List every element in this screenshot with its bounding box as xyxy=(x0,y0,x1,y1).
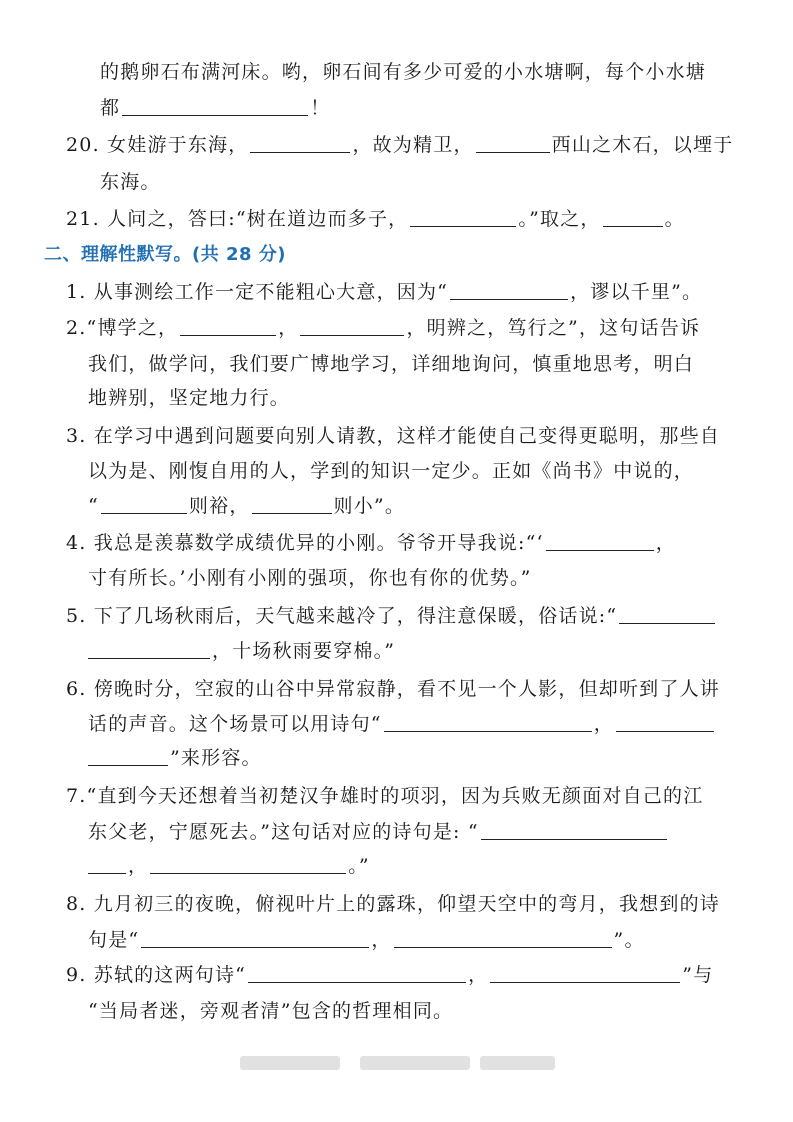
answer-blank[interactable] xyxy=(410,208,516,227)
answer-blank[interactable] xyxy=(88,747,168,766)
s5-line2: ，十场秋雨要穿棉。” xyxy=(88,639,395,663)
q21-line: 21. 人问之，答曰:“树在道边而多子， 。”取之， 。 xyxy=(66,208,685,230)
section-title: 二、理解性默写。(共 28 分) xyxy=(44,244,287,265)
answer-blank[interactable] xyxy=(490,964,680,983)
answer-blank[interactable] xyxy=(300,317,404,336)
s1-line: 1. 从事测绘工作一定不能粗心大意，因为“ ，谬以千里”。 xyxy=(66,281,703,303)
answer-blank[interactable] xyxy=(546,532,654,551)
s9-line2: “当局者迷，旁观者清”包含的哲理相同。 xyxy=(88,1000,454,1022)
q19-line1: 的鹅卵石布满河床。哟，卵石间有多少可爱的小水塘啊，每个小水塘 xyxy=(100,61,707,83)
s3-line2: 以为是、刚愎自用的人，学到的知识一定少。正如《尚书》中说的， xyxy=(88,460,695,482)
answer-blank[interactable] xyxy=(88,640,210,659)
answer-blank[interactable] xyxy=(252,495,332,514)
q20-line2: 东海。 xyxy=(100,171,161,193)
answer-blank[interactable] xyxy=(141,929,369,948)
s6-line1: 6. 傍晚时分，空寂的山谷中异常寂静，看不见一个人影，但却听到了人讲 xyxy=(66,678,720,700)
s7-line3: ， 。” xyxy=(88,854,370,878)
answer-blank[interactable] xyxy=(122,97,308,116)
s6-line2: 话的声音。这个场景可以用诗句“ ， xyxy=(88,712,716,736)
s2-line3: 地辨别，坚定地力行。 xyxy=(88,387,291,409)
answer-blank[interactable] xyxy=(180,317,276,336)
answer-blank[interactable] xyxy=(619,605,715,624)
footer-watermark xyxy=(240,1056,340,1070)
s7-line1: 7.“直到今天还想着当初楚汉争雄时的项羽，因为兵败无颜面对自己的江 xyxy=(66,785,704,807)
answer-blank[interactable] xyxy=(88,855,126,874)
s2-line1: 2.“博学之， ， ，明辨之，笃行之”，这句话告诉 xyxy=(66,317,701,339)
q20-line1: 20. 女娃游于东海， ，故为精卫， 西山之木石，以堙于 xyxy=(66,134,734,156)
answer-blank[interactable] xyxy=(384,713,592,732)
s4-line1: 4. 我总是羡慕数学成绩优异的小刚。爷爷开导我说:“‘ ， xyxy=(66,532,676,554)
s9-line1: 9. 苏轼的这两句诗“ ， ”与 xyxy=(66,964,714,986)
answer-blank[interactable] xyxy=(101,495,187,514)
s8-line2: 句是“ ， ”。 xyxy=(88,929,645,951)
s4-line2: 寸有所长。’小刚有小刚的强项，你也有你的优势。” xyxy=(88,567,532,589)
s8-line1: 8. 九月初三的夜晚，俯视叶片上的露珠，仰望天空中的弯月，我想到的诗 xyxy=(66,893,720,915)
footer-watermark xyxy=(360,1056,470,1070)
s3-line3: “ 则裕， 则小”。 xyxy=(88,495,406,517)
answer-blank[interactable] xyxy=(481,821,667,840)
answer-blank[interactable] xyxy=(603,208,663,227)
q19-line2: 都 ！ xyxy=(100,97,331,119)
answer-blank[interactable] xyxy=(616,713,714,732)
answer-blank[interactable] xyxy=(248,964,466,983)
answer-blank[interactable] xyxy=(150,855,346,874)
s6-line3: ”来形容。 xyxy=(88,746,262,770)
answer-blank[interactable] xyxy=(250,134,350,153)
answer-blank[interactable] xyxy=(476,134,550,153)
s3-line1: 3. 在学习中遇到问题要向别人请教，这样才能使自己变得更聪明，那些自 xyxy=(66,425,720,447)
s5-line1: 5. 下了几场秋雨后，天气越来越冷了，得注意保暖，俗话说:“ xyxy=(66,604,717,628)
answer-blank[interactable] xyxy=(450,281,568,300)
answer-blank[interactable] xyxy=(394,929,612,948)
footer-watermark xyxy=(480,1056,555,1070)
s2-line2: 我们，做学问，我们要广博地学习，详细地询问，慎重地思考，明白 xyxy=(88,353,695,375)
s7-line2: 东父老，宁愿死去。”这句话对应的诗句是: “ xyxy=(88,820,669,844)
